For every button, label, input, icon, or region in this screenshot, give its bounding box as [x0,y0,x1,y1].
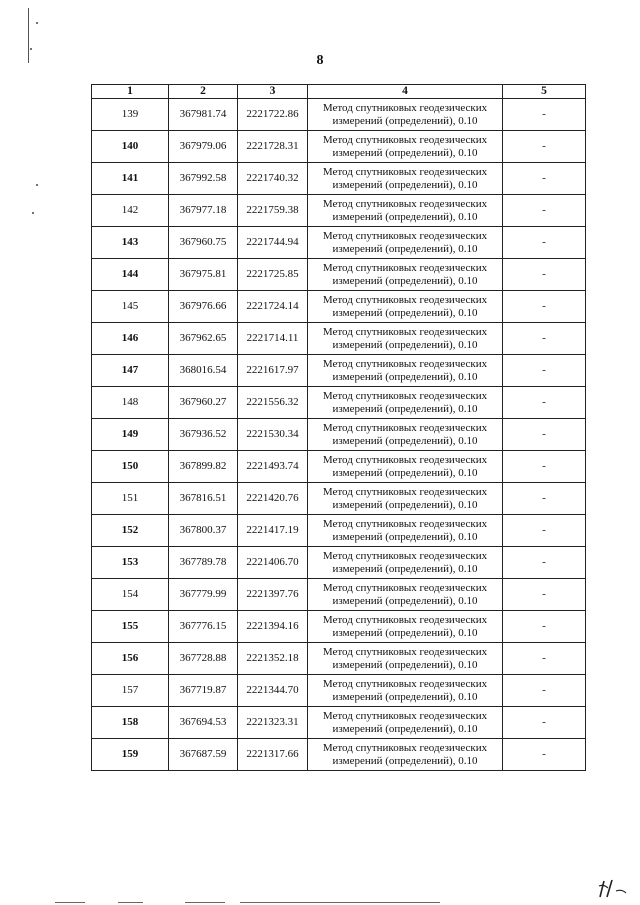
point-number-cell: 147 [92,355,169,387]
point-number-cell: 146 [92,323,169,355]
point-number-cell: 149 [92,419,169,451]
y-coordinate-cell: 2221530.34 [238,419,308,451]
scan-speck [36,184,38,186]
method-line-1: Метод спутниковых геодезических [322,165,488,178]
method-line-1: Метод спутниковых геодезических [322,389,488,402]
point-number-cell: 140 [92,131,169,163]
point-number-cell: 150 [92,451,169,483]
point-number-cell: 157 [92,675,169,707]
y-coordinate-cell: 2221617.97 [238,355,308,387]
method-line-1: Метод спутниковых геодезических [322,453,488,466]
method-line-2: измерений (определений), 0.10 [332,402,478,415]
method-line-1: Метод спутниковых геодезических [322,709,488,722]
method-cell [308,707,503,739]
method-line-1: Метод спутниковых геодезических [322,677,488,690]
method-cell [308,99,503,131]
note-cell: - [503,99,586,131]
method-line-1: Метод спутниковых геодезических [322,101,488,114]
x-coordinate-cell: 367800.37 [169,515,238,547]
table-row [92,643,586,675]
x-coordinate-cell: 367962.65 [169,323,238,355]
note-cell: - [503,259,586,291]
header-x-coordinate: 2 [169,85,238,99]
note-cell: - [503,131,586,163]
table-row [92,419,586,451]
x-coordinate-cell: 367936.52 [169,419,238,451]
y-coordinate-cell: 2221493.74 [238,451,308,483]
method-cell [308,611,503,643]
point-number-cell: 141 [92,163,169,195]
x-coordinate-cell: 367728.88 [169,643,238,675]
method-cell [308,227,503,259]
x-coordinate-cell: 367694.53 [169,707,238,739]
x-coordinate-cell: 367977.18 [169,195,238,227]
point-number-cell: 155 [92,611,169,643]
method-cell [308,419,503,451]
method-line-1: Метод спутниковых геодезических [322,197,488,210]
method-line-2: измерений (определений), 0.10 [332,530,478,543]
method-line-2: измерений (определений), 0.10 [332,562,478,575]
point-number-cell: 148 [92,387,169,419]
y-coordinate-cell: 2221420.76 [238,483,308,515]
y-coordinate-cell: 2221728.31 [238,131,308,163]
scan-speck [30,48,32,50]
scan-speck [32,212,34,214]
method-line-1: Метод спутниковых геодезических [322,741,488,754]
method-line-2: измерений (определений), 0.10 [332,434,478,447]
table-row [92,291,586,323]
method-cell [308,163,503,195]
method-line-1: Метод спутниковых геодезических [322,229,488,242]
method-line-2: измерений (определений), 0.10 [332,114,478,127]
method-line-2: измерений (определений), 0.10 [332,338,478,351]
method-line-2: измерений (определений), 0.10 [332,274,478,287]
y-coordinate-cell: 2221397.76 [238,579,308,611]
y-coordinate-cell: 2221394.16 [238,611,308,643]
x-coordinate-cell: 368016.54 [169,355,238,387]
method-line-1: Метод спутниковых геодезических [322,325,488,338]
method-cell [308,675,503,707]
method-line-2: измерений (определений), 0.10 [332,690,478,703]
note-cell: - [503,483,586,515]
y-coordinate-cell: 2221740.32 [238,163,308,195]
method-line-2: измерений (определений), 0.10 [332,178,478,191]
table-body [92,99,586,771]
x-coordinate-cell: 367979.06 [169,131,238,163]
method-line-2: измерений (определений), 0.10 [332,242,478,255]
note-cell: - [503,419,586,451]
method-line-2: измерений (определений), 0.10 [332,306,478,319]
point-number-cell: 159 [92,739,169,771]
table-row [92,547,586,579]
method-line-2: измерений (определений), 0.10 [332,626,478,639]
note-cell: - [503,675,586,707]
method-line-2: измерений (определений), 0.10 [332,722,478,735]
y-coordinate-cell: 2221759.38 [238,195,308,227]
note-cell: - [503,707,586,739]
y-coordinate-cell: 2221556.32 [238,387,308,419]
x-coordinate-cell: 367779.99 [169,579,238,611]
table-row [92,227,586,259]
y-coordinate-cell: 2221417.19 [238,515,308,547]
note-cell: - [503,387,586,419]
method-cell [308,579,503,611]
scan-edge-mark [118,902,143,903]
x-coordinate-cell: 367981.74 [169,99,238,131]
table-row [92,483,586,515]
table-row [92,515,586,547]
x-coordinate-cell: 367776.15 [169,611,238,643]
method-line-2: измерений (определений), 0.10 [332,594,478,607]
header-point-number: 1 [92,85,169,99]
table-row [92,323,586,355]
table-header-row [92,85,586,99]
x-coordinate-cell: 367960.27 [169,387,238,419]
method-line-2: измерений (определений), 0.10 [332,370,478,383]
x-coordinate-cell: 367975.81 [169,259,238,291]
method-cell [308,547,503,579]
method-cell [308,451,503,483]
y-coordinate-cell: 2221714.11 [238,323,308,355]
table-row [92,675,586,707]
note-cell: - [503,291,586,323]
y-coordinate-cell: 2221317.66 [238,739,308,771]
method-cell [308,131,503,163]
note-cell: - [503,643,586,675]
page-number: 8 [316,53,324,68]
point-number-cell: 139 [92,99,169,131]
method-line-1: Метод спутниковых геодезических [322,357,488,370]
y-coordinate-cell: 2221722.86 [238,99,308,131]
header-method: 4 [308,85,503,99]
method-line-1: Метод спутниковых геодезических [322,133,488,146]
method-line-1: Метод спутниковых геодезических [322,421,488,434]
method-cell [308,259,503,291]
table-row [92,163,586,195]
table-row [92,355,586,387]
point-number-cell: 145 [92,291,169,323]
table-row [92,131,586,163]
method-cell [308,291,503,323]
table-row [92,739,586,771]
header-y-coordinate: 3 [238,85,308,99]
y-coordinate-cell: 2221724.14 [238,291,308,323]
y-coordinate-cell: 2221406.70 [238,547,308,579]
method-line-1: Метод спутниковых геодезических [322,293,488,306]
x-coordinate-cell: 367687.59 [169,739,238,771]
method-line-2: измерений (определений), 0.10 [332,466,478,479]
point-number-cell: 142 [92,195,169,227]
scan-edge-mark [240,902,440,903]
method-cell [308,739,503,771]
note-cell: - [503,195,586,227]
note-cell: - [503,323,586,355]
method-line-1: Метод спутниковых геодезических [322,549,488,562]
method-line-1: Метод спутниковых геодезических [322,485,488,498]
table-row [92,387,586,419]
method-cell [308,195,503,227]
y-coordinate-cell: 2221725.85 [238,259,308,291]
method-line-2: измерений (определений), 0.10 [332,210,478,223]
y-coordinate-cell: 2221352.18 [238,643,308,675]
method-cell [308,323,503,355]
note-cell: - [503,739,586,771]
point-number-cell: 152 [92,515,169,547]
method-line-1: Метод спутниковых геодезических [322,645,488,658]
note-cell: - [503,547,586,579]
scan-edge-mark [55,902,85,903]
point-number-cell: 158 [92,707,169,739]
scan-edge-mark [185,902,225,903]
x-coordinate-cell: 367992.58 [169,163,238,195]
table-row [92,99,586,131]
method-line-2: измерений (определений), 0.10 [332,754,478,767]
method-line-2: измерений (определений), 0.10 [332,498,478,511]
point-number-cell: 156 [92,643,169,675]
table-row [92,451,586,483]
point-number-cell: 153 [92,547,169,579]
note-cell: - [503,515,586,547]
handwritten-signature-icon [598,877,628,899]
method-line-1: Метод спутниковых геодезических [322,517,488,530]
method-cell [308,643,503,675]
x-coordinate-cell: 367789.78 [169,547,238,579]
method-line-2: измерений (определений), 0.10 [332,658,478,671]
y-coordinate-cell: 2221744.94 [238,227,308,259]
x-coordinate-cell: 367816.51 [169,483,238,515]
method-cell [308,515,503,547]
table-row [92,707,586,739]
table-row [92,579,586,611]
note-cell: - [503,163,586,195]
method-line-1: Метод спутниковых геодезических [322,613,488,626]
note-cell: - [503,451,586,483]
method-cell [308,483,503,515]
method-cell [308,355,503,387]
method-cell [308,387,503,419]
point-number-cell: 151 [92,483,169,515]
scan-speck [36,22,38,24]
point-number-cell: 143 [92,227,169,259]
header-note: 5 [503,85,586,99]
note-cell: - [503,227,586,259]
x-coordinate-cell: 367976.66 [169,291,238,323]
x-coordinate-cell: 367719.87 [169,675,238,707]
point-number-cell: 144 [92,259,169,291]
x-coordinate-cell: 367899.82 [169,451,238,483]
coordinates-table [91,84,586,771]
y-coordinate-cell: 2221344.70 [238,675,308,707]
note-cell: - [503,355,586,387]
point-number-cell: 154 [92,579,169,611]
y-coordinate-cell: 2221323.31 [238,707,308,739]
table-row [92,611,586,643]
method-line-1: Метод спутниковых геодезических [322,581,488,594]
note-cell: - [503,579,586,611]
method-line-1: Метод спутниковых геодезических [322,261,488,274]
table-row [92,259,586,291]
note-cell: - [503,611,586,643]
table-row [92,195,586,227]
x-coordinate-cell: 367960.75 [169,227,238,259]
method-line-2: измерений (определений), 0.10 [332,146,478,159]
